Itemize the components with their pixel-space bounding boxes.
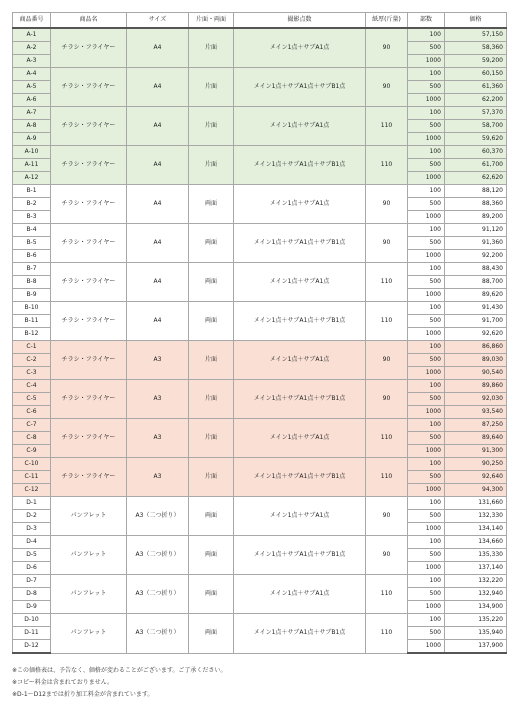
table-row xyxy=(13,614,507,627)
quantity: 500 xyxy=(408,159,445,172)
product-code: D-11 xyxy=(13,627,51,640)
header-code: 商品番号 xyxy=(13,13,51,29)
price: 59,200 xyxy=(445,55,507,68)
quantity: 100 xyxy=(408,341,445,354)
price: 58,700 xyxy=(445,120,507,133)
price: 59,620 xyxy=(445,133,507,146)
product-code: C-3 xyxy=(13,367,51,380)
product-name: チラシ・フライヤー xyxy=(51,341,127,380)
product-code: A-12 xyxy=(13,172,51,185)
quantity: 100 xyxy=(408,497,445,510)
quantity: 1000 xyxy=(408,523,445,536)
price: 91,430 xyxy=(445,302,507,315)
quantity: 500 xyxy=(408,276,445,289)
price: 135,220 xyxy=(445,614,507,627)
product-code: A-10 xyxy=(13,146,51,159)
product-code: A-11 xyxy=(13,159,51,172)
paper-weight: 90 xyxy=(366,497,408,536)
quantity: 1000 xyxy=(408,484,445,497)
header-price: 価格 xyxy=(445,13,507,29)
quantity: 1000 xyxy=(408,562,445,575)
shot-count: メイン1点＋サブA1点 xyxy=(234,575,366,614)
header-quantity: 部数 xyxy=(408,13,445,29)
product-code: C-2 xyxy=(13,354,51,367)
price: 58,360 xyxy=(445,42,507,55)
product-code: B-9 xyxy=(13,289,51,302)
shot-count: メイン1点＋サブA1点 xyxy=(234,263,366,302)
shot-count: メイン1点＋サブA1点＋サブB1点 xyxy=(234,224,366,263)
price: 94,300 xyxy=(445,484,507,497)
product-code: D-4 xyxy=(13,536,51,549)
product-code: B-1 xyxy=(13,185,51,198)
product-code: A-1 xyxy=(13,28,51,42)
quantity: 100 xyxy=(408,146,445,159)
quantity: 500 xyxy=(408,393,445,406)
quantity: 100 xyxy=(408,185,445,198)
print-sides: 両面 xyxy=(189,536,234,575)
quantity: 1000 xyxy=(408,211,445,224)
table-row xyxy=(13,575,507,588)
table-row xyxy=(13,68,507,81)
product-code: B-11 xyxy=(13,315,51,328)
product-size: A4 xyxy=(127,263,189,302)
quantity: 100 xyxy=(408,302,445,315)
table-row xyxy=(13,536,507,549)
shot-count: メイン1点＋サブA1点＋サブB1点 xyxy=(234,68,366,107)
price: 137,900 xyxy=(445,640,507,654)
price: 62,620 xyxy=(445,172,507,185)
product-code: B-3 xyxy=(13,211,51,224)
product-code: D-8 xyxy=(13,588,51,601)
quantity: 500 xyxy=(408,510,445,523)
product-code: A-6 xyxy=(13,94,51,107)
header-paper-weight: 紙厚(斤量) xyxy=(366,13,408,29)
quantity: 1000 xyxy=(408,367,445,380)
price: 88,700 xyxy=(445,276,507,289)
quantity: 500 xyxy=(408,588,445,601)
product-code: D-6 xyxy=(13,562,51,575)
product-code: A-3 xyxy=(13,55,51,68)
price: 61,360 xyxy=(445,81,507,94)
print-sides: 両面 xyxy=(189,263,234,302)
price: 89,200 xyxy=(445,211,507,224)
price: 91,360 xyxy=(445,237,507,250)
print-sides: 両面 xyxy=(189,497,234,536)
price: 88,430 xyxy=(445,263,507,276)
product-name: チラシ・フライヤー xyxy=(51,146,127,185)
shot-count: メイン1点＋サブA1点 xyxy=(234,107,366,146)
quantity: 1000 xyxy=(408,133,445,146)
price: 89,030 xyxy=(445,354,507,367)
product-code: A-7 xyxy=(13,107,51,120)
product-code: D-10 xyxy=(13,614,51,627)
price: 131,660 xyxy=(445,497,507,510)
quantity: 1000 xyxy=(408,640,445,654)
product-code: C-1 xyxy=(13,341,51,354)
quantity: 100 xyxy=(408,614,445,627)
shot-count: メイン1点＋サブA1点 xyxy=(234,497,366,536)
price: 92,200 xyxy=(445,250,507,263)
product-code: D-2 xyxy=(13,510,51,523)
price: 93,540 xyxy=(445,406,507,419)
product-size: A4 xyxy=(127,107,189,146)
product-name: パンフレット xyxy=(51,614,127,654)
quantity: 500 xyxy=(408,627,445,640)
product-name: チラシ・フライヤー xyxy=(51,224,127,263)
product-name: チラシ・フライヤー xyxy=(51,458,127,497)
product-code: A-2 xyxy=(13,42,51,55)
quantity: 500 xyxy=(408,237,445,250)
price: 132,940 xyxy=(445,588,507,601)
product-code: A-4 xyxy=(13,68,51,81)
print-sides: 片面 xyxy=(189,107,234,146)
quantity: 100 xyxy=(408,263,445,276)
product-code: C-8 xyxy=(13,432,51,445)
product-size: A4 xyxy=(127,302,189,341)
quantity: 1000 xyxy=(408,601,445,614)
product-code: C-12 xyxy=(13,484,51,497)
paper-weight: 90 xyxy=(366,28,408,68)
product-size: A3（二つ折り） xyxy=(127,497,189,536)
product-name: チラシ・フライヤー xyxy=(51,28,127,68)
quantity: 500 xyxy=(408,42,445,55)
price: 134,140 xyxy=(445,523,507,536)
price: 92,620 xyxy=(445,328,507,341)
table-row xyxy=(13,419,507,432)
paper-weight: 110 xyxy=(366,575,408,614)
paper-weight: 90 xyxy=(366,536,408,575)
paper-weight: 110 xyxy=(366,614,408,654)
paper-weight: 90 xyxy=(366,380,408,419)
product-name: チラシ・フライヤー xyxy=(51,302,127,341)
price: 90,540 xyxy=(445,367,507,380)
product-code: A-9 xyxy=(13,133,51,146)
quantity: 500 xyxy=(408,315,445,328)
table-row xyxy=(13,341,507,354)
table-row xyxy=(13,263,507,276)
price: 134,900 xyxy=(445,601,507,614)
quantity: 1000 xyxy=(408,406,445,419)
table-row xyxy=(13,146,507,159)
product-size: A4 xyxy=(127,146,189,185)
product-code: B-6 xyxy=(13,250,51,263)
table-row xyxy=(13,302,507,315)
product-size: A4 xyxy=(127,68,189,107)
quantity: 500 xyxy=(408,354,445,367)
paper-weight: 90 xyxy=(366,224,408,263)
product-code: C-11 xyxy=(13,471,51,484)
print-sides: 片面 xyxy=(189,68,234,107)
shot-count: メイン1点＋サブA1点＋サブB1点 xyxy=(234,614,366,654)
price-table-body xyxy=(13,28,507,653)
shot-count: メイン1点＋サブA1点＋サブB1点 xyxy=(234,380,366,419)
price: 62,200 xyxy=(445,94,507,107)
product-size: A4 xyxy=(127,28,189,68)
notes xyxy=(12,665,226,701)
quantity: 500 xyxy=(408,471,445,484)
price: 135,330 xyxy=(445,549,507,562)
print-sides: 両面 xyxy=(189,575,234,614)
price-table xyxy=(12,12,507,654)
price: 57,370 xyxy=(445,107,507,120)
table-row xyxy=(13,380,507,393)
product-name: チラシ・フライヤー xyxy=(51,419,127,458)
product-size: A3（二つ折り） xyxy=(127,575,189,614)
price: 88,360 xyxy=(445,198,507,211)
product-name: パンフレット xyxy=(51,536,127,575)
price: 88,120 xyxy=(445,185,507,198)
product-size: A3 xyxy=(127,341,189,380)
quantity: 100 xyxy=(408,458,445,471)
price: 132,220 xyxy=(445,575,507,588)
price: 60,150 xyxy=(445,68,507,81)
quantity: 100 xyxy=(408,107,445,120)
product-name: チラシ・フライヤー xyxy=(51,380,127,419)
price: 61,700 xyxy=(445,159,507,172)
product-name: チラシ・フライヤー xyxy=(51,68,127,107)
product-code: B-7 xyxy=(13,263,51,276)
print-sides: 片面 xyxy=(189,380,234,419)
product-code: C-4 xyxy=(13,380,51,393)
print-sides: 片面 xyxy=(189,458,234,497)
product-code: C-6 xyxy=(13,406,51,419)
product-size: A3（二つ折り） xyxy=(127,536,189,575)
table-row xyxy=(13,28,507,42)
product-code: A-5 xyxy=(13,81,51,94)
price: 91,120 xyxy=(445,224,507,237)
print-sides: 片面 xyxy=(189,341,234,380)
paper-weight: 110 xyxy=(366,419,408,458)
quantity: 1000 xyxy=(408,172,445,185)
paper-weight: 90 xyxy=(366,341,408,380)
quantity: 1000 xyxy=(408,328,445,341)
product-code: B-8 xyxy=(13,276,51,289)
paper-weight: 110 xyxy=(366,458,408,497)
price: 89,620 xyxy=(445,289,507,302)
quantity: 1000 xyxy=(408,445,445,458)
product-size: A3（二つ折り） xyxy=(127,614,189,654)
print-sides: 両面 xyxy=(189,224,234,263)
price: 137,140 xyxy=(445,562,507,575)
price: 91,700 xyxy=(445,315,507,328)
header-row xyxy=(13,13,507,29)
header-sides: 片面・両面 xyxy=(189,13,234,29)
table-row xyxy=(13,497,507,510)
quantity: 100 xyxy=(408,28,445,42)
quantity: 100 xyxy=(408,419,445,432)
quantity: 1000 xyxy=(408,55,445,68)
product-code: D-12 xyxy=(13,640,51,654)
shot-count: メイン1点＋サブA1点 xyxy=(234,341,366,380)
quantity: 1000 xyxy=(408,94,445,107)
product-name: チラシ・フライヤー xyxy=(51,185,127,224)
paper-weight: 90 xyxy=(366,68,408,107)
product-code: C-10 xyxy=(13,458,51,471)
print-sides: 両面 xyxy=(189,185,234,224)
product-size: A3 xyxy=(127,380,189,419)
product-code: D-1 xyxy=(13,497,51,510)
shot-count: メイン1点＋サブA1点＋サブB1点 xyxy=(234,536,366,575)
product-code: D-3 xyxy=(13,523,51,536)
price: 57,150 xyxy=(445,28,507,42)
price: 135,940 xyxy=(445,627,507,640)
product-code: C-9 xyxy=(13,445,51,458)
product-name: パンフレット xyxy=(51,575,127,614)
shot-count: メイン1点＋サブA1点 xyxy=(234,28,366,68)
print-sides: 片面 xyxy=(189,28,234,68)
shot-count: メイン1点＋サブA1点＋サブB1点 xyxy=(234,302,366,341)
print-sides: 片面 xyxy=(189,146,234,185)
note-folding-fee: ※D-1～D12までは折り加工料金が含まれています。 xyxy=(12,691,154,698)
product-code: D-5 xyxy=(13,549,51,562)
quantity: 100 xyxy=(408,536,445,549)
product-size: A4 xyxy=(127,224,189,263)
product-code: B-12 xyxy=(13,328,51,341)
price: 89,640 xyxy=(445,432,507,445)
table-row xyxy=(13,107,507,120)
product-name: チラシ・フライヤー xyxy=(51,107,127,146)
note-price-change: ※この価格表は、予告なく、価格が変わることがございます。ご了承ください。 xyxy=(12,667,227,674)
table-row xyxy=(13,458,507,471)
price: 92,640 xyxy=(445,471,507,484)
product-code: D-9 xyxy=(13,601,51,614)
price: 89,860 xyxy=(445,380,507,393)
quantity: 100 xyxy=(408,575,445,588)
quantity: 500 xyxy=(408,120,445,133)
quantity: 500 xyxy=(408,549,445,562)
table-row xyxy=(13,185,507,198)
product-size: A3 xyxy=(127,419,189,458)
product-code: C-5 xyxy=(13,393,51,406)
paper-weight: 90 xyxy=(366,185,408,224)
shot-count: メイン1点＋サブA1点＋サブB1点 xyxy=(234,458,366,497)
product-code: B-2 xyxy=(13,198,51,211)
product-name: チラシ・フライヤー xyxy=(51,263,127,302)
quantity: 100 xyxy=(408,68,445,81)
print-sides: 片面 xyxy=(189,419,234,458)
product-code: C-7 xyxy=(13,419,51,432)
header-shots: 撮影点数 xyxy=(234,13,366,29)
product-name: パンフレット xyxy=(51,497,127,536)
shot-count: メイン1点＋サブA1点 xyxy=(234,185,366,224)
quantity: 100 xyxy=(408,380,445,393)
paper-weight: 110 xyxy=(366,302,408,341)
product-size: A4 xyxy=(127,185,189,224)
print-sides: 両面 xyxy=(189,614,234,654)
quantity: 500 xyxy=(408,81,445,94)
price: 86,860 xyxy=(445,341,507,354)
quantity: 500 xyxy=(408,198,445,211)
price: 60,370 xyxy=(445,146,507,159)
quantity: 500 xyxy=(408,432,445,445)
quantity: 1000 xyxy=(408,250,445,263)
paper-weight: 110 xyxy=(366,107,408,146)
price: 91,300 xyxy=(445,445,507,458)
paper-weight: 110 xyxy=(366,146,408,185)
product-code: B-4 xyxy=(13,224,51,237)
quantity: 100 xyxy=(408,224,445,237)
shot-count: メイン1点＋サブA1点 xyxy=(234,419,366,458)
price: 87,250 xyxy=(445,419,507,432)
header-size: サイズ xyxy=(127,13,189,29)
table-row xyxy=(13,224,507,237)
quantity: 1000 xyxy=(408,289,445,302)
header-product-name: 商品名 xyxy=(51,13,127,29)
price: 134,660 xyxy=(445,536,507,549)
price: 90,250 xyxy=(445,458,507,471)
product-code: A-8 xyxy=(13,120,51,133)
product-code: D-7 xyxy=(13,575,51,588)
price: 132,330 xyxy=(445,510,507,523)
print-sides: 両面 xyxy=(189,302,234,341)
product-code: B-10 xyxy=(13,302,51,315)
price: 92,030 xyxy=(445,393,507,406)
product-code: B-5 xyxy=(13,237,51,250)
paper-weight: 110 xyxy=(366,263,408,302)
shot-count: メイン1点＋サブA1点＋サブB1点 xyxy=(234,146,366,185)
product-size: A3 xyxy=(127,458,189,497)
note-copy-fee: ※コピー料金は含まれておりません。 xyxy=(12,679,114,686)
